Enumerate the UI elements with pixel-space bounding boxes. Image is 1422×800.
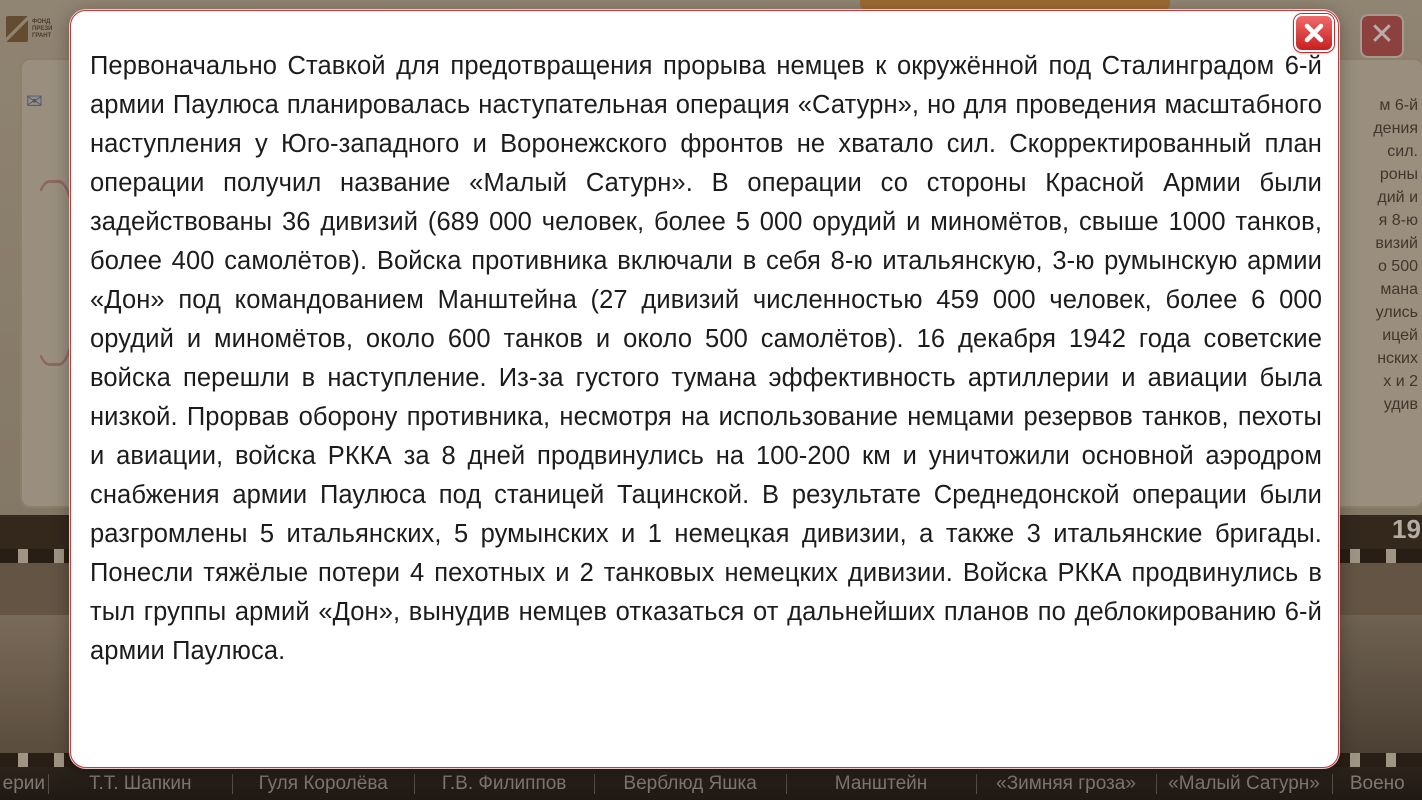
logo-mark [6, 16, 28, 42]
timeline-year: 19 [1392, 514, 1421, 544]
nav-item[interactable]: «Малый Сатурн» [1157, 774, 1333, 794]
info-modal [70, 10, 1339, 768]
film-thumbnail-left[interactable] [0, 615, 70, 753]
logo-text: ФОНД ПРЕЗИ ГРАНТ [32, 18, 53, 39]
nav-item[interactable]: ерии [0, 774, 49, 794]
nav-item[interactable]: Воено [1349, 773, 1405, 794]
film-thumbnail-right[interactable] [1340, 615, 1422, 753]
envelope-icon[interactable]: ✉ [26, 91, 43, 113]
modal-body-text: Первоначально Ставкой для предотвращения прорыва немцев к окружённой под Сталинградом 6-й армии Паулюса планировалась наступательная операция «Сатурн», но для проведения масштабного наступления у Юго-западного и Воронежского фронтов не хватало сил. Скорректированный план операции получил название «Малый Сатурн». В операции со стороны Красной Армии были задействованы 36 дивизий (689 000 человек, более 5 000 орудий и миномётов, свыше 1000 танков, более 400 самолётов). Войска противника включали в себя 8-ю итальянскую, 3-ю румынскую армии «Дон» под командованием Манштейна (27 дивизий численностью 459 000 человек, более 6 000 орудий и миномётов, около 600 танков и около 500 самолётов). 16 декабря 1942 года советские войска перешли в наступление. Из-за густого тумана эффективность артиллерии и авиации была низкой. Прорвав оборону противника, несмотря на использование немцами резервов танков, пехоты и авиации, войска РККА за 8 дней продвинулись на 100-200 км и уничтожили основной аэродром снабжения армии Паулюса под станицей Тацинской. В результате Среднедонской операции были разгромлены 5 итальянских, 5 румынских и 1 немецкая дивизии, а также 3 итальянские бригады. Понесли тяжёлые потери 4 пехотных и 2 танковых немецких дивизии. Войска РККА продвинулись в тыл группы армий «Дон», вынудив немцев отказаться от дальнейших планов по деблокированию 6-й армии Паулюса. [90, 52, 1322, 665]
top-accent-bar [860, 0, 1170, 10]
close-x-icon [1303, 22, 1325, 44]
nav-item[interactable]: Т.Т. Шапкин [49, 774, 233, 794]
background-article-text: м 6-й дения сил. роны дий и я 8-ю визий о 500 мана улись ицей нских х и 2 удив [1373, 97, 1418, 413]
bottom-navigation [0, 767, 1422, 800]
nav-item[interactable]: Верблюд Яшка [595, 774, 787, 794]
foundation-logo [6, 10, 70, 48]
nav-item[interactable]: Г.В. Филиппов [415, 774, 595, 794]
modal-close-button[interactable] [1294, 14, 1334, 52]
nav-item[interactable]: «Зимняя гроза» [977, 774, 1157, 794]
background-close-button[interactable]: ✕ [1360, 14, 1404, 58]
nav-item[interactable]: Манштейн [787, 774, 977, 794]
nav-item[interactable]: Гуля Королёва [233, 774, 415, 794]
